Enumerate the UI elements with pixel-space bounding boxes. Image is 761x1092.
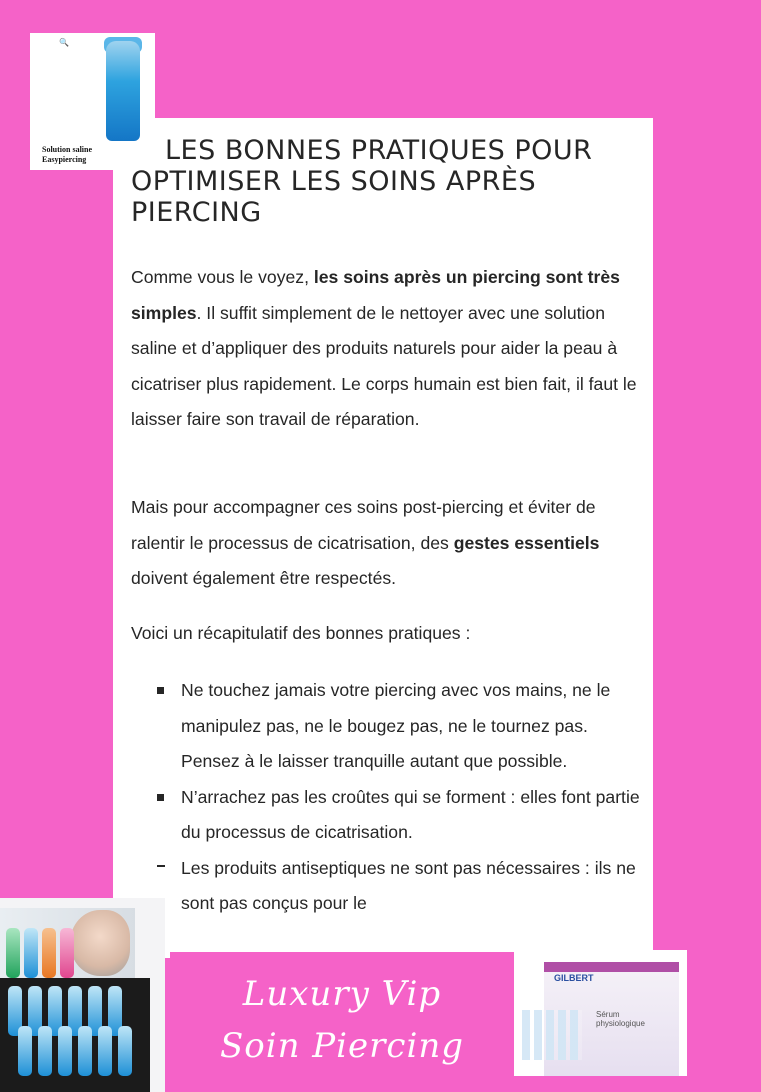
article-title [131,135,651,228]
list-item [131,851,651,922]
paragraph-gestures-bold: gestes essentiels [453,532,600,553]
good-practices-list [131,673,651,922]
paragraph-intro-pre: Comme vous le voyez, [131,267,314,287]
article-title-text: LES BONNES PRATIQUES POUR OPTIMISER LES SOINS APRÈS PIERCING [131,135,593,228]
display-bottle [42,928,56,978]
paragraph-gestures-post: doivent également être respectés. [131,568,397,588]
display-bottle [98,1026,112,1076]
paragraph-intro-post: . Il suffit simplement de le nettoyer avec une solution saline et d’appliquer des produits naturels pour aider la peau à cicatriser plus rapidement. Le corps humain est bien fait, il faut le laisser faire son travail de réparation. [131,302,637,429]
banner-line2: Soin Piercing [219,1026,465,1066]
list-item-text: Ne touchez jamais votre piercing avec vos mains, ne le manipulez pas, ne le bougez pas, ne le tournez pas. Pensez à le laisser tranquille autant que possible. [181,680,611,771]
display-bottle [24,928,38,978]
display-bottle [78,1026,92,1076]
thumbnail-caption-line2: Easypiercing [42,155,87,164]
model-face-image [70,910,130,976]
display-bottle [60,928,74,978]
display-bottle [118,1026,132,1076]
paragraph-recap: Voici un récapitulatif des bonnes pratiques : [131,623,471,643]
product-brand: GILBERT [554,973,594,983]
thumbnail-caption-line1: Solution saline [42,145,93,154]
display-bottle [18,1026,32,1076]
display-bottle [6,928,20,978]
paragraph-gestures-pre: Mais pour accompagner ces soins post-piercing et éviter de ralentir le processus de cicatrisation, des [131,497,596,553]
square-bullet-icon [157,794,164,801]
product-name: Sérum physiologique [596,1010,645,1028]
serum-product-image [514,950,687,1076]
product-display-image [0,898,165,1092]
paragraph-intro [131,260,651,438]
banner-line1: Luxury Vip [242,974,442,1014]
paragraph-gestures [131,490,651,597]
display-bottle [58,1026,72,1076]
list-item [131,780,651,851]
paragraph-intro-bold: les soins après un piercing sont très simples [131,267,620,323]
vials-image [522,1010,582,1060]
saline-bottle-image [106,41,140,141]
dash-bullet-icon [157,865,165,867]
list-item-text: Les produits antiseptiques ne sont pas nécessaires : ils ne sont pas conçus pour le [181,857,636,913]
brand-banner [170,952,514,1092]
list-item-text: N’arrachez pas les croûtes qui se forment : elles font partie du processus de cicatrisation. [181,786,640,842]
zoom-icon: 🔍 [59,38,69,47]
display-bottle [38,1026,52,1076]
list-item [131,673,651,780]
square-bullet-icon [157,687,164,694]
